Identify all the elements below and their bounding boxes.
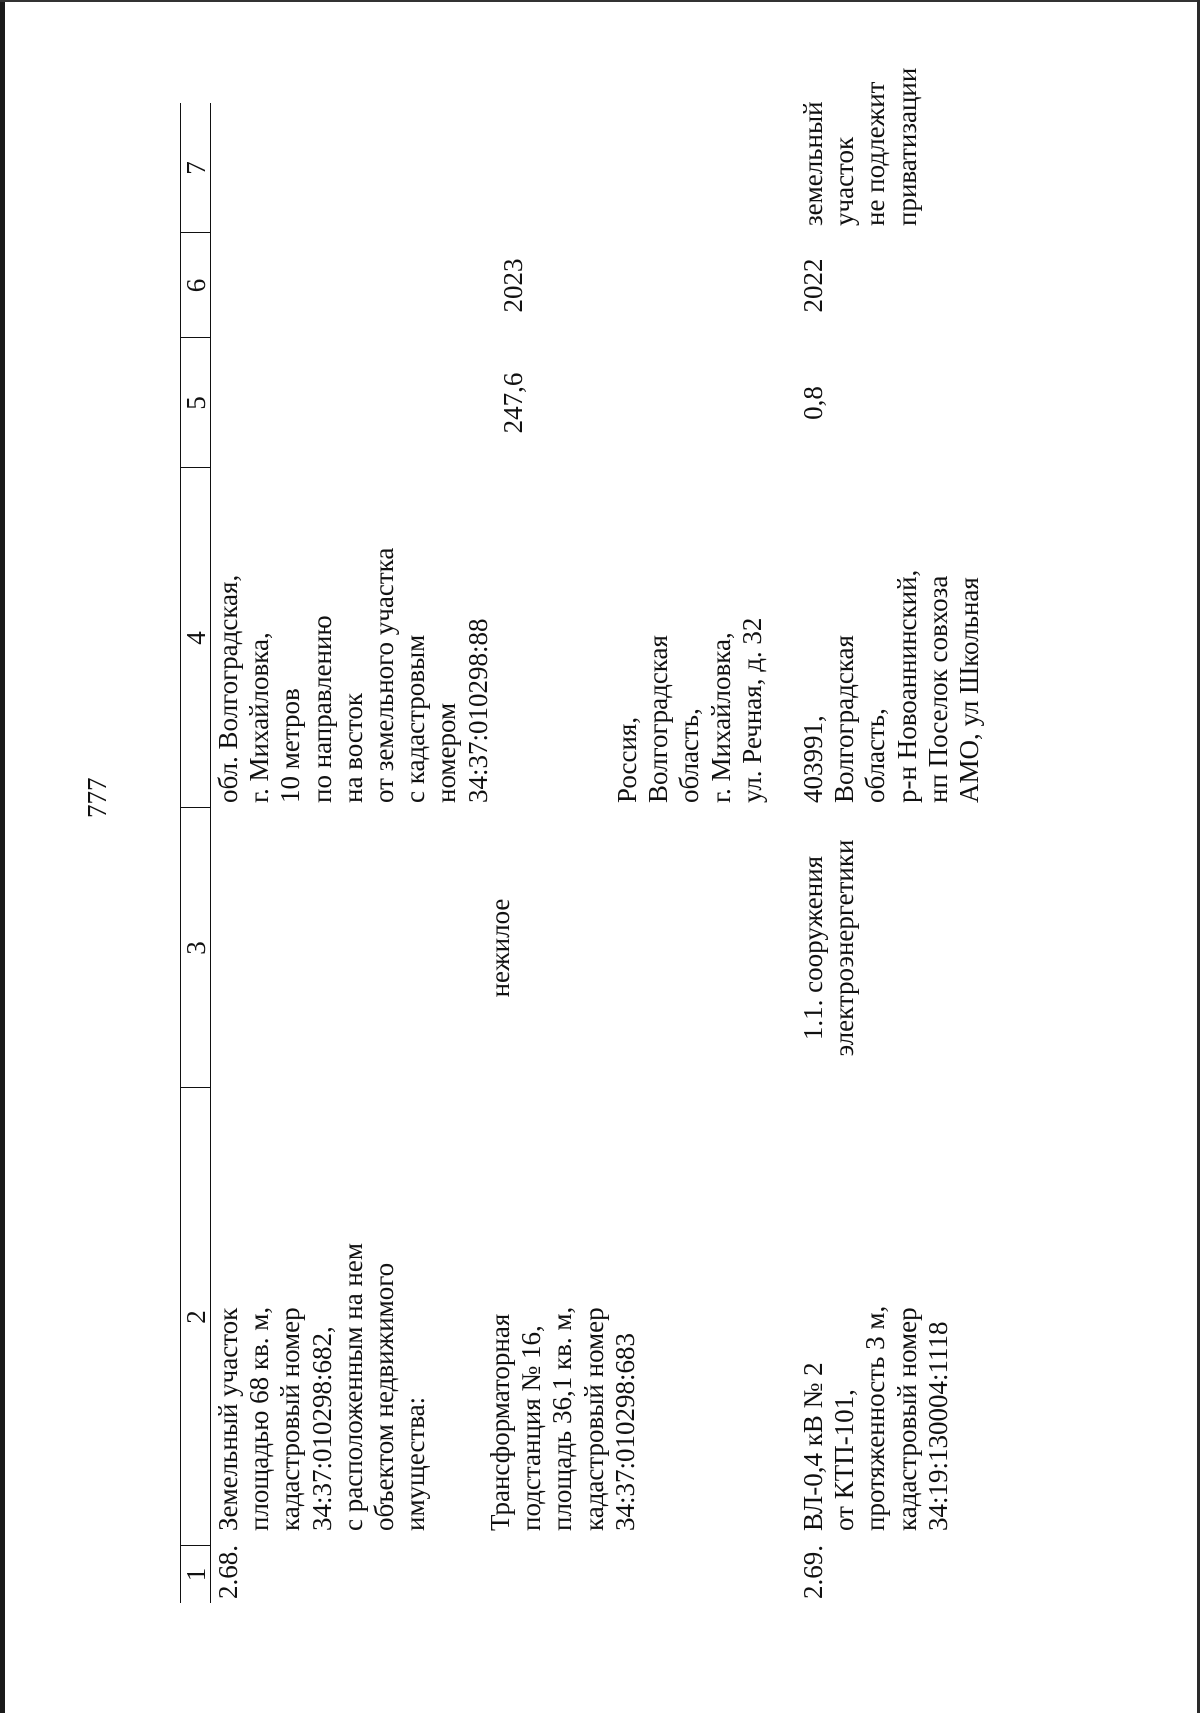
object-year: 2022 (798, 258, 828, 313)
property-table (180, 67, 1040, 1603)
header-col-5: 5 (180, 338, 211, 468)
header-col-7: 7 (180, 103, 211, 233)
object-year: 2023 (498, 258, 528, 313)
object-area: 0,8 (798, 386, 828, 420)
header-col-1: 1 (180, 1546, 211, 1603)
header-col-3: 3 (180, 808, 211, 1088)
object-note: земельный участок не подлежит приватизации (798, 67, 922, 226)
row-number: 2.69. (798, 1545, 828, 1599)
header-separator (180, 807, 211, 808)
object-address: обл. Волгоградская, г. Михайловка, 10 метров по направлению на восток от земельного участка с кадастровым номером 34:37:010298:88 (213, 547, 493, 803)
object-name: Земельный участок площадью 68 кв. м, кадастровый номер 34:37:010298:682, с расположенным на нем объектом недвижимого имущества: (213, 1243, 431, 1531)
object-type: 1.1. сооружения электроэнергетики (798, 839, 860, 1057)
row-number: 2.68. (213, 1545, 243, 1599)
object-address: 403991, Волгоградская область, р-н Новоаннинский, нп Поселок совхоза АМО, ул Школьная (798, 569, 985, 803)
object-name: ВЛ-0,4 кВ № 2 от КТП-101, протяженность 3 м, кадастровый номер 34:19:130004:1118 (798, 1305, 953, 1531)
header-separator (180, 232, 211, 233)
object-area: 247,6 (498, 372, 528, 434)
object-address: Россия, Волгоградская область, г. Михайловка, ул. Речная, д. 32 (612, 617, 767, 803)
header-col-2: 2 (180, 1088, 211, 1546)
header-separator (180, 337, 211, 338)
object-name: Трансформаторная подстанция № 16, площадь 36,1 кв. м, кадастровый номер 34:37:010298:683 (485, 1306, 640, 1531)
header-separator (180, 1087, 211, 1088)
header-separator (180, 467, 211, 468)
page-number: 777 (82, 777, 112, 818)
header-col-4: 4 (180, 468, 211, 808)
header-col-6: 6 (180, 233, 211, 338)
object-type: нежилое (485, 898, 515, 998)
header-separator (180, 1545, 211, 1546)
